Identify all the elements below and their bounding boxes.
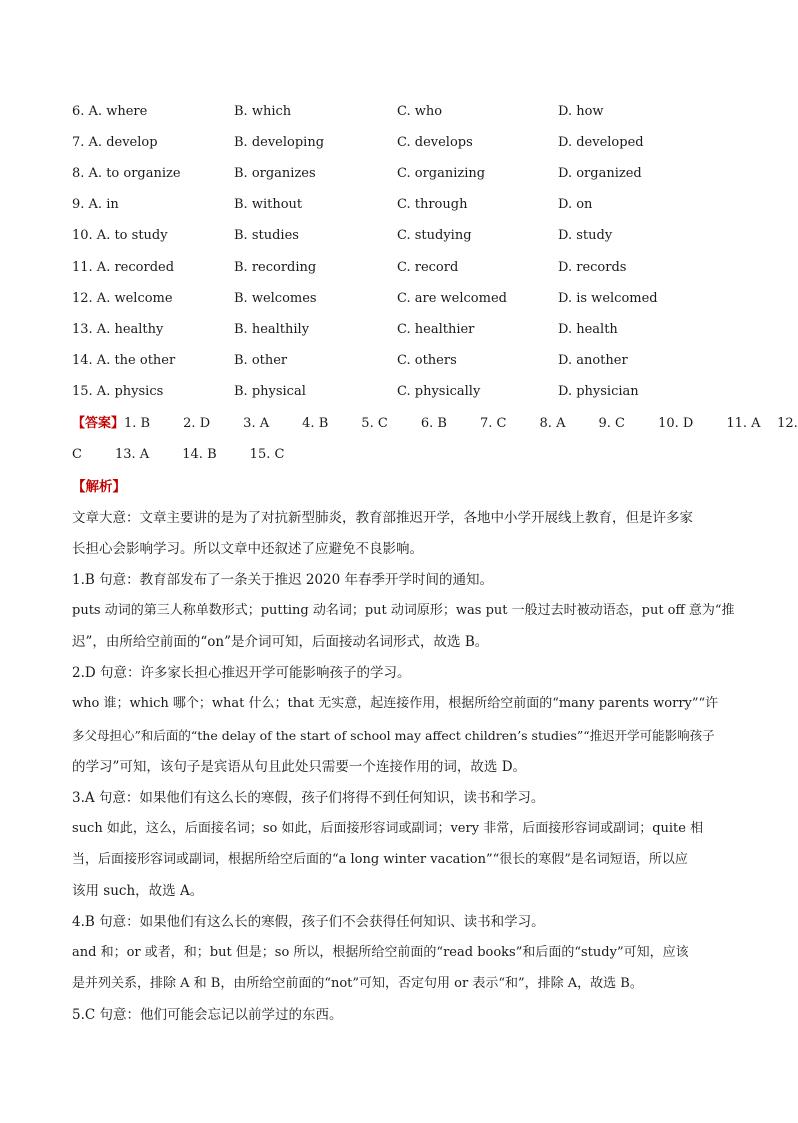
analysis-line: 1.B 句意：教育部发布了一条关于推迟 2020 年春季开学时间的通知。 [72, 572, 494, 588]
option-a: 12. A. welcome [72, 291, 173, 306]
option-a: 9. A. in [72, 197, 119, 212]
analysis-line: puts 动词的第三人称单数形式；putting 动名词；put 动词原形；was put 一般过去时被动语态，put off 意为“推 [72, 603, 735, 618]
option-d: D. another [558, 353, 628, 368]
analysis-line: such 如此，这么，后面接名词；so 如此，后面接形容词或副词；very 非常，后面接形容词或副词；quite 相 [72, 821, 704, 836]
analysis-label: 【解析】 [72, 479, 126, 495]
option-row-10 [0, 226, 794, 246]
option-a: 7. A. develop [72, 135, 158, 150]
option-c: C. organizing [397, 166, 486, 181]
option-b: B. organizes [234, 166, 316, 181]
option-row-8 [0, 164, 794, 184]
option-row-7 [0, 133, 794, 153]
option-row-6 [0, 102, 794, 122]
analysis-line: 文章大意：文章主要讲的是为了对抗新型肺炎，教育部推迟开学，各地中小学开展线上教育，但是许多家 [72, 510, 693, 526]
option-d: D. physician [558, 384, 639, 399]
option-b: B. physical [234, 384, 306, 399]
option-row-9 [0, 195, 794, 215]
option-b: B. recording [234, 260, 317, 275]
option-a: 13. A. healthy [72, 322, 164, 337]
option-d: D. organized [558, 166, 642, 181]
analysis-line: 多父母担心”和后面的“the delay of the start of school may affect children’s studies”“推迟开学可能影响孩子 [72, 728, 715, 743]
analysis-line: who 谁；which 哪个；what 什么；that 无实意，起连接作用，根据所给空前面的“many parents worry”“许 [72, 696, 719, 711]
answer-label: 【答案】 [72, 416, 125, 431]
option-c: C. record [397, 260, 459, 275]
option-row-14 [0, 351, 794, 371]
analysis-line: 是并列关系，排除 A 和 B，由所给空前面的“not”可知，否定句用 or 表示“和”，排除 A，故选 B。 [72, 976, 643, 991]
option-a: 10. A. to study [72, 228, 168, 243]
option-d: D. on [558, 197, 593, 212]
option-d: D. health [558, 322, 618, 337]
answer-line-2: C 13. A 14. B 15. C [72, 447, 285, 462]
option-a: 6. A. where [72, 104, 148, 119]
analysis-line: 2.D 句意：许多家长担心推迟开学可能影响孩子的学习。 [72, 665, 411, 681]
option-b: B. other [234, 353, 288, 368]
analysis-line: 5.C 句意：他们可能会忘记以前学过的东西。 [72, 1007, 343, 1023]
option-d: D. developed [558, 135, 644, 150]
option-c: C. develops [397, 135, 473, 150]
option-b: B. studies [234, 228, 299, 243]
option-row-12 [0, 289, 794, 309]
analysis-line: and 和；or 或者，和；but 但是；so 所以，根据所给空前面的“read books”和后面的“study”可知，应该 [72, 945, 689, 960]
option-c: C. healthier [397, 322, 475, 337]
option-d: D. how [558, 104, 604, 119]
analysis-line: 4.B 句意：如果他们有这么长的寒假，孩子们不会获得任何知识、读书和学习。 [72, 914, 545, 930]
option-row-11 [0, 258, 794, 278]
option-a: 15. A. physics [72, 384, 164, 399]
option-c: C. are welcomed [397, 291, 507, 306]
option-b: B. welcomes [234, 291, 317, 306]
option-row-13 [0, 320, 794, 340]
option-d: D. is welcomed [558, 291, 658, 306]
analysis-line: 3.A 句意：如果他们有这么长的寒假，孩子们将得不到任何知识，读书和学习。 [72, 790, 545, 806]
option-c: C. studying [397, 228, 472, 243]
option-c: C. physically [397, 384, 481, 399]
option-b: B. developing [234, 135, 325, 150]
option-b: B. healthily [234, 322, 310, 337]
option-d: D. study [558, 228, 613, 243]
option-a: 11. A. recorded [72, 260, 175, 275]
option-c: C. through [397, 197, 468, 212]
analysis-line: 当，后面接形容词或副词，根据所给空后面的“a long winter vacation”“很长的寒假”是名词短语，所以应 [72, 852, 688, 867]
answer-values: 1. B 2. D 3. A 4. B 5. C 6. B 7. C 8. A 9. C 10. D 11. A 12. [124, 416, 798, 431]
option-c: C. who [397, 104, 443, 119]
option-c: C. others [397, 353, 457, 368]
option-d: D. records [558, 260, 627, 275]
option-a: 14. A. the other [72, 353, 176, 368]
answer-line-1 [72, 413, 798, 435]
option-b: B. which [234, 104, 292, 119]
analysis-line: 的学习”可知，该句子是宾语从句且此处只需要一个连接作用的词，故选 D。 [72, 759, 527, 775]
option-b: B. without [234, 197, 303, 212]
analysis-line: 长担心会影响学习。所以文章中还叙述了应避免不良影响。 [72, 541, 423, 557]
option-row-15 [0, 382, 794, 402]
analysis-line: 该用 such，故选 A。 [72, 883, 204, 899]
analysis-line: 迟”，由所给空前面的“on”是介词可知，后面接动名词形式，故选 B。 [72, 634, 489, 650]
option-a: 8. A. to organize [72, 166, 181, 181]
